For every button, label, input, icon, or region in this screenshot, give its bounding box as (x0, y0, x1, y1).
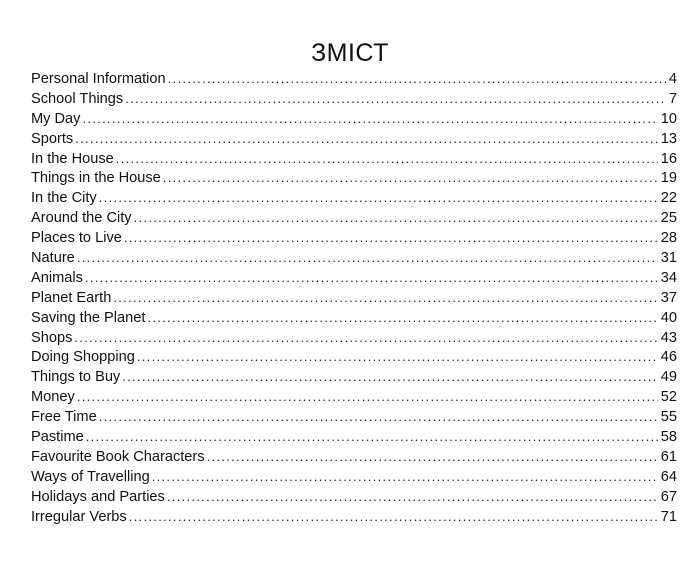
dot-leader (152, 467, 658, 487)
toc-entry-label: Things in the House (31, 170, 161, 187)
toc-entry-page-number: 58 (660, 429, 677, 446)
table-of-contents (31, 69, 677, 526)
toc-entry-label: Ways of Travelling (31, 468, 150, 485)
toc-entry-page-number: 19 (660, 170, 677, 187)
toc-entry (31, 149, 677, 169)
toc-entry-page-number: 25 (660, 210, 677, 227)
toc-entry-label: Things to Buy (31, 369, 121, 386)
dot-leader (82, 109, 657, 129)
dot-leader (99, 188, 658, 208)
dot-leader (122, 367, 658, 387)
toc-entry-label: Money (31, 389, 75, 406)
dot-leader (99, 407, 658, 427)
toc-entry-label: Nature (31, 250, 75, 267)
toc-entry (31, 129, 677, 149)
toc-entry (31, 168, 677, 188)
dot-leader (129, 507, 658, 527)
toc-entry-label: Holidays and Parties (31, 488, 165, 505)
toc-entry (31, 507, 677, 527)
toc-entry-label: Pastime (31, 429, 84, 446)
dot-leader (74, 328, 657, 348)
toc-entry (31, 407, 677, 427)
toc-entry-page-number: 34 (660, 269, 677, 286)
toc-entry-label: Animals (31, 269, 83, 286)
toc-entry (31, 69, 677, 89)
toc-entry (31, 308, 677, 328)
toc-entry-label: Doing Shopping (31, 349, 135, 366)
toc-entry (31, 268, 677, 288)
toc-entry-label: Favourite Book Characters (31, 448, 205, 465)
toc-entry-page-number: 31 (660, 250, 677, 267)
toc-entry-label: School Things (31, 90, 124, 107)
dot-leader (86, 427, 658, 447)
toc-entry-label: Personal Information (31, 71, 166, 87)
toc-entry-label: Sports (31, 130, 74, 147)
dot-leader (116, 149, 658, 169)
toc-entry (31, 447, 677, 467)
toc-entry-page-number: 4 (668, 71, 677, 87)
toc-entry-page-number: 22 (660, 190, 677, 207)
toc-entry (31, 208, 677, 228)
dot-leader (207, 447, 658, 467)
toc-entry-label: Places to Live (31, 230, 122, 247)
toc-entry-page-number: 13 (660, 130, 677, 147)
toc-entry (31, 427, 677, 447)
toc-entry-label: Around the City (31, 210, 132, 227)
toc-entry-label: Free Time (31, 409, 97, 426)
toc-entry-page-number: 37 (660, 289, 677, 306)
dot-leader (134, 208, 658, 228)
toc-entry-page-number: 10 (660, 110, 677, 127)
toc-entry-page-number: 43 (660, 329, 677, 346)
dot-leader (147, 308, 657, 328)
toc-entry-page-number: 61 (660, 448, 677, 465)
toc-entry-page-number: 46 (660, 349, 677, 366)
toc-entry-page-number: 71 (660, 508, 677, 525)
toc-entry-label: In the House (31, 150, 114, 167)
dot-leader (168, 69, 666, 89)
toc-entry-page-number: 49 (660, 369, 677, 386)
toc-entry-page-number: 40 (660, 309, 677, 326)
toc-entry-page-number: 16 (660, 150, 677, 167)
toc-entry (31, 367, 677, 387)
toc-entry-label: Planet Earth (31, 289, 112, 306)
toc-entry-page-number: 28 (660, 230, 677, 247)
toc-entry (31, 387, 677, 407)
toc-entry (31, 288, 677, 308)
toc-entry (31, 188, 677, 208)
toc-entry (31, 228, 677, 248)
dot-leader (163, 168, 658, 188)
dot-leader (77, 387, 658, 407)
toc-entry-label: In the City (31, 190, 97, 207)
toc-entry (31, 328, 677, 348)
dot-leader (167, 487, 658, 507)
dot-leader (125, 89, 666, 109)
toc-entry-page-number: 55 (660, 409, 677, 426)
toc-entry-label: Saving the Planet (31, 309, 146, 326)
page-title: ЗМІСТ (311, 39, 389, 67)
toc-entry (31, 248, 677, 268)
toc-entry-page-number: 52 (660, 389, 677, 406)
toc-entry (31, 347, 677, 367)
toc-entry (31, 89, 677, 109)
toc-entry-page-number: 67 (660, 488, 677, 505)
dot-leader (113, 288, 657, 308)
toc-entry-page-number: 7 (668, 90, 677, 107)
toc-entry-label: Shops (31, 329, 73, 346)
dot-leader (137, 347, 658, 367)
toc-entry-page-number: 64 (660, 468, 677, 485)
dot-leader (77, 248, 658, 268)
toc-entry (31, 109, 677, 129)
dot-leader (124, 228, 658, 248)
toc-entry (31, 487, 677, 507)
dot-leader (85, 268, 658, 288)
toc-entry-label: Irregular Verbs (31, 508, 127, 525)
toc-entry (31, 467, 677, 487)
toc-entry-label: My Day (31, 110, 81, 127)
dot-leader (75, 129, 658, 149)
